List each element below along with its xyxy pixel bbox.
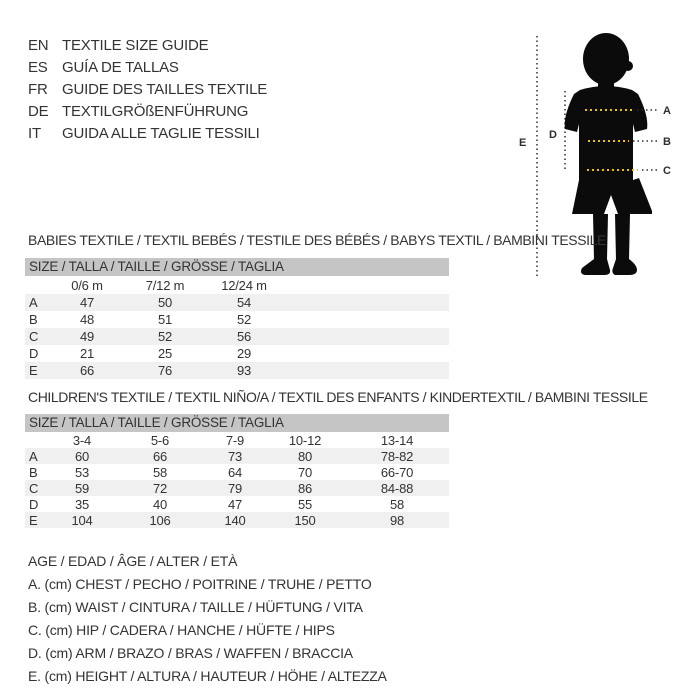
size-value: 70 — [297, 464, 313, 480]
row-label: E — [29, 363, 38, 378]
size-value: 48 — [79, 312, 95, 327]
language-list — [28, 35, 267, 145]
size-value: 25 — [157, 346, 173, 361]
marker-C: C — [663, 165, 671, 177]
language-code: ES — [28, 59, 48, 76]
size-value: 150 — [294, 512, 316, 528]
language-title: GUIDE DES TAILLES TEXTILE — [62, 81, 268, 98]
language-row — [28, 101, 267, 123]
children-size-table — [25, 432, 449, 528]
language-title: GUÍA DE TALLAS — [62, 59, 179, 76]
size-value: 56 — [236, 329, 252, 344]
size-value: 35 — [74, 496, 90, 512]
row-label: B — [29, 312, 38, 327]
column-header-row — [25, 432, 449, 448]
size-value: 52 — [157, 329, 173, 344]
language-code: DE — [28, 103, 49, 120]
column-header-row — [25, 277, 449, 294]
size-value: 58 — [389, 496, 405, 512]
column-header: 7-9 — [225, 432, 245, 448]
table-row — [25, 464, 449, 480]
row-label: C — [29, 329, 39, 344]
size-value: 72 — [152, 480, 168, 496]
measurement-legend — [28, 550, 387, 688]
column-header: 10-12 — [288, 432, 322, 448]
column-header: 5-6 — [150, 432, 170, 448]
size-value: 66 — [79, 363, 95, 378]
column-header: 0/6 m — [71, 278, 103, 293]
size-value: 58 — [152, 464, 168, 480]
legend-item: E. (cm) HEIGHT / ALTURA / HAUTEUR / HÖHE / ALTEZZA — [28, 668, 387, 684]
size-value: 76 — [157, 363, 173, 378]
size-value: 98 — [389, 512, 405, 528]
language-title: TEXTILGRÖßENFÜHRUNG — [62, 103, 249, 120]
column-header: 12/24 m — [221, 278, 267, 293]
marker-A: A — [663, 105, 671, 117]
column-header: 7/12 m — [145, 278, 185, 293]
size-value: 84-88 — [380, 480, 414, 496]
size-value: 54 — [236, 295, 252, 310]
size-value: 21 — [79, 346, 95, 361]
babies-size-header-bar: SIZE / TALLA / TAILLE / GRÖSSE / TAGLIA — [25, 258, 449, 276]
row-label: C — [29, 480, 39, 496]
marker-D: D — [549, 129, 557, 141]
size-value: 59 — [74, 480, 90, 496]
size-value: 40 — [152, 496, 168, 512]
column-header: 13-14 — [380, 432, 414, 448]
legend-item: C. (cm) HIP / CADERA / HANCHE / HÜFTE / HIPS — [28, 622, 335, 638]
size-value: 66-70 — [380, 464, 414, 480]
table-row — [25, 362, 449, 379]
legend-age-line: AGE / EDAD / ÂGE / ALTER / ETÀ — [28, 553, 238, 569]
language-code: IT — [28, 125, 41, 142]
row-label: A — [29, 448, 38, 464]
size-value: 52 — [236, 312, 252, 327]
table-row — [25, 448, 449, 464]
size-value: 49 — [79, 329, 95, 344]
size-value: 93 — [236, 363, 252, 378]
legend-item: D. (cm) ARM / BRAZO / BRAS / WAFFEN / BRACCIA — [28, 645, 353, 661]
table-row — [25, 311, 449, 328]
table-row — [25, 496, 449, 512]
table-row — [25, 294, 449, 311]
size-value: 51 — [157, 312, 173, 327]
babies-section-title: BABIES TEXTILE / TEXTIL BEBÉS / TESTILE DES BÉBÉS / BABYS TEXTIL / BAMBINI TESSILE — [28, 232, 606, 248]
size-value: 140 — [224, 512, 246, 528]
table-row — [25, 480, 449, 496]
size-value: 29 — [236, 346, 252, 361]
row-label: D — [29, 496, 39, 512]
marker-B: B — [663, 136, 671, 148]
row-label: B — [29, 464, 38, 480]
size-value: 50 — [157, 295, 173, 310]
size-value: 78-82 — [380, 448, 414, 464]
row-label: E — [29, 512, 38, 528]
size-value: 66 — [152, 448, 168, 464]
language-title: TEXTILE SIZE GUIDE — [62, 37, 209, 54]
size-value: 104 — [71, 512, 93, 528]
babies-size-table — [25, 277, 449, 379]
language-row — [28, 57, 267, 79]
row-label: A — [29, 295, 38, 310]
size-value: 86 — [297, 480, 313, 496]
size-value: 60 — [74, 448, 90, 464]
language-row — [28, 123, 267, 145]
table-row — [25, 328, 449, 345]
table-row — [25, 345, 449, 362]
marker-E: E — [519, 137, 527, 149]
language-row — [28, 79, 267, 101]
size-value: 73 — [227, 448, 243, 464]
size-value: 79 — [227, 480, 243, 496]
size-value: 53 — [74, 464, 90, 480]
table-row — [25, 512, 449, 528]
row-label: D — [29, 346, 39, 361]
language-title: GUIDA ALLE TAGLIE TESSILI — [62, 125, 260, 142]
legend-item: A. (cm) CHEST / PECHO / POITRINE / TRUHE / PETTO — [28, 576, 372, 592]
size-value: 55 — [297, 496, 313, 512]
size-value: 47 — [79, 295, 95, 310]
size-value: 64 — [227, 464, 243, 480]
children-size-header-bar: SIZE / TALLA / TAILLE / GRÖSSE / TAGLIA — [25, 414, 449, 432]
size-value: 80 — [297, 448, 313, 464]
legend-item: B. (cm) WAIST / CINTURA / TAILLE / HÜFTUNG / VITA — [28, 599, 363, 615]
language-code: EN — [28, 37, 49, 54]
language-row — [28, 35, 267, 57]
column-header: 3-4 — [72, 432, 92, 448]
size-value: 47 — [227, 496, 243, 512]
size-value: 106 — [149, 512, 171, 528]
children-section-title: CHILDREN'S TEXTILE / TEXTIL NIÑO/A / TEXTIL DES ENFANTS / KINDERTEXTIL / BAMBINI TESSILE — [28, 389, 648, 405]
language-code: FR — [28, 81, 48, 98]
